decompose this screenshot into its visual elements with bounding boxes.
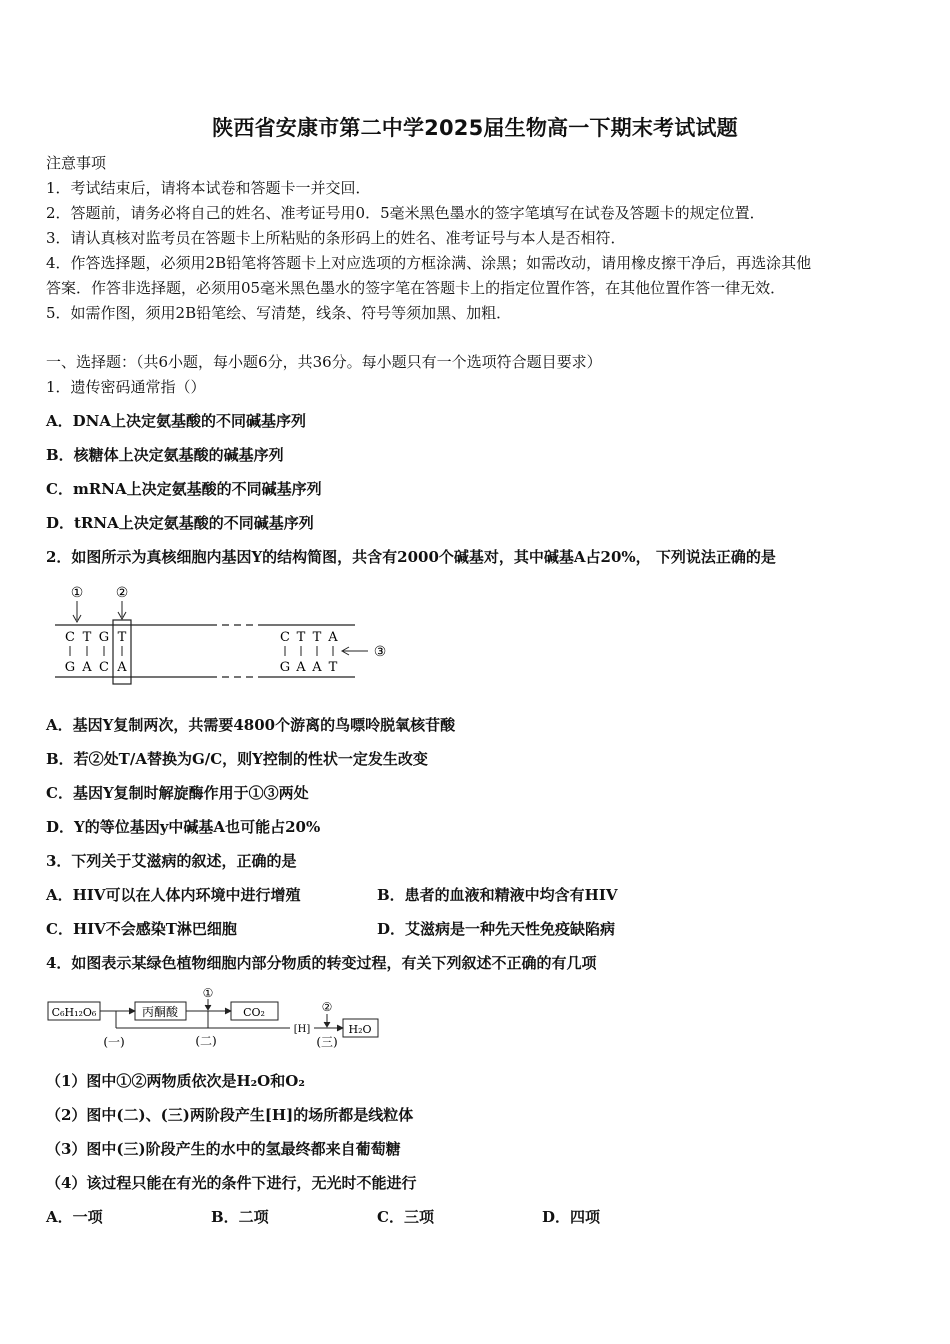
base-bottom: G	[279, 660, 291, 675]
q3-stem: 3．下列关于艾滋病的叙述，正确的是	[46, 852, 297, 870]
water-label: H₂O	[348, 1023, 372, 1036]
notice-heading: 注意事项	[46, 154, 107, 172]
q4-stem: 4．如图表示某绿色植物细胞内部分物质的转变过程，有关下列叙述不正确的有几项	[46, 954, 597, 972]
q2-stem: 2．如图所示为真核细胞内基因Y的结构简图，共含有2000个碱基对，其中碱基A占20%， 下列说法正确的是	[46, 548, 776, 566]
q4-option-b: B．二项	[211, 1208, 269, 1226]
stage-1-label: (一)	[103, 1035, 125, 1049]
q4-statement: （1）图中①②两物质依次是H₂O和O₂	[46, 1072, 305, 1090]
base-bottom: A	[82, 660, 92, 675]
q4-option-a: A．一项	[46, 1208, 103, 1226]
page-title: 陕西省安康市第二中学2025届生物高一下期末考试试题	[212, 116, 738, 140]
stage-2-label: (二)	[195, 1034, 217, 1048]
q1-option-d: D．tRNA上决定氨基酸的不同碱基序列	[46, 514, 314, 532]
respiration-diagram	[44, 984, 389, 1054]
q4-statement: （2）图中(二)、(三)两阶段产生[H]的场所都是线粒体	[46, 1106, 414, 1124]
notice-item: 4．作答选择题，必须用2B铅笔将答题卡上对应选项的方框涂满、涂黑；如需改动，请用橡皮擦干净后，再选涂其他	[46, 254, 812, 272]
q4-option-c: C．三项	[377, 1208, 434, 1226]
q1-option-c: C．mRNA上决定氨基酸的不同碱基序列	[46, 480, 322, 498]
notice-item: 2．答题前，请务必将自己的姓名、准考证号用0．5毫米黑色墨水的签字笔填写在试卷及答题卡的规定位置．	[46, 204, 765, 222]
base-bottom-boxed: A	[117, 660, 127, 675]
glucose-label: C₆H₁₂O₆	[51, 1006, 97, 1019]
q4-statement: （4）该过程只能在有光的条件下进行，无光时不能进行	[46, 1174, 417, 1192]
base-top: C	[280, 630, 290, 645]
q4-option-d: D．四项	[542, 1208, 601, 1226]
q3-option-b: B．患者的血液和精液中均含有HIV	[377, 886, 618, 904]
base-bottom: A	[312, 660, 322, 675]
section-heading: 一、选择题：（共6小题，每小题6分，共36分。每小题只有一个选项符合题目要求）	[46, 353, 602, 371]
marker-2: ②	[115, 585, 129, 601]
base-bottom: C	[99, 660, 109, 675]
base-top: G	[98, 630, 110, 645]
q3-option-d: D．艾滋病是一种先天性免疫缺陷病	[377, 920, 616, 938]
notice-item: 答案．作答非选择题，必须用05毫米黑色墨水的签字笔在答题卡上的指定位置作答，在其他位置作答一律无效．	[46, 279, 786, 297]
base-top: T	[296, 630, 306, 645]
base-bottom: T	[328, 660, 338, 675]
base-top: A	[328, 630, 338, 645]
base-bottom: G	[64, 660, 76, 675]
gene-structure-diagram	[50, 580, 400, 690]
q1-option-b: B．核糖体上决定氨基酸的碱基序列	[46, 446, 284, 464]
marker-1: ①	[70, 585, 84, 601]
marker-1: ①	[202, 986, 214, 1000]
stage-3-label: (三)	[316, 1035, 338, 1049]
q1-stem: 1．遗传密码通常指（）	[46, 378, 206, 396]
q3-option-a: A．HIV可以在人体内环境中进行增殖	[46, 886, 301, 904]
base-top-boxed: T	[117, 630, 127, 645]
q1-option-a: A．DNA上决定氨基酸的不同碱基序列	[46, 412, 306, 430]
q2-option-d: D．Y的等位基因y中碱基A也可能占20%	[46, 818, 321, 836]
notice-item: 5．如需作图，须用2B铅笔绘、写清楚，线条、符号等须加黑、加粗．	[46, 304, 512, 322]
co2-label: CO₂	[243, 1006, 265, 1019]
notice-item: 3．请认真核对监考员在答题卡上所粘贴的条形码上的姓名、准考证号与本人是否相符．	[46, 229, 626, 247]
base-top: C	[65, 630, 75, 645]
q2-option-a: A．基因Y复制两次，共需要4800个游离的鸟嘌呤脱氧核苷酸	[46, 716, 456, 734]
marker-2: ②	[321, 1000, 333, 1014]
base-top: T	[82, 630, 92, 645]
h-label: [H]	[293, 1024, 311, 1035]
q4-statement: （3）图中(三)阶段产生的水中的氢最终都来自葡萄糖	[46, 1140, 401, 1158]
q2-option-b: B．若②处T/A替换为G/C，则Y控制的性状一定发生改变	[46, 750, 428, 768]
marker-3: ③	[373, 644, 387, 660]
notice-item: 1．考试结束后，请将本试卷和答题卡一并交回．	[46, 179, 371, 197]
q3-option-c: C．HIV不会感染T淋巴细胞	[46, 920, 237, 938]
pyruvate-label: 丙酮酸	[141, 1005, 179, 1019]
q2-option-c: C．基因Y复制时解旋酶作用于①③两处	[46, 784, 309, 802]
base-bottom: A	[296, 660, 306, 675]
base-top: T	[312, 630, 322, 645]
